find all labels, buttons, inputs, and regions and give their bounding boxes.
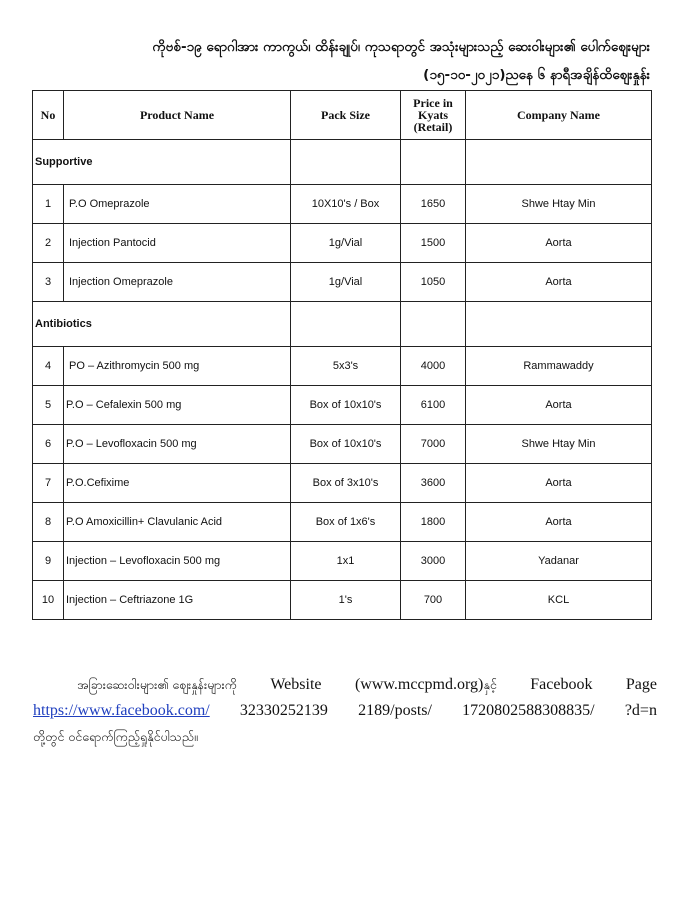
cell-company: Aorta [466, 224, 652, 263]
cell-product: P.O – Levofloxacin 500 mg [64, 425, 291, 464]
cell-company: Aorta [466, 503, 652, 542]
cell-pack: Box of 3x10's [291, 464, 401, 503]
cell-pack: Box of 10x10's [291, 386, 401, 425]
cell-product: Injection – Levofloxacin 500 mg [64, 542, 291, 581]
facebook-post-id: 1720802588308835/ [462, 702, 595, 719]
cell-pack: 10X10's / Box [291, 185, 401, 224]
cell-no: 2 [33, 224, 64, 263]
cell-no: 5 [33, 386, 64, 425]
category-row-antibiotics [33, 302, 652, 347]
footer-intro: အခြားဆေးဝါးများ၏ ဈေးနှုန်းများကို [77, 677, 237, 692]
column-header-company: Company Name [466, 91, 652, 140]
cell-price: 3000 [401, 542, 466, 581]
table-cell-empty [466, 302, 652, 347]
cell-price: 1050 [401, 263, 466, 302]
website-url[interactable] [355, 672, 497, 698]
table-row [33, 464, 652, 503]
table-row [33, 386, 652, 425]
cell-price: 4000 [401, 347, 466, 386]
cell-pack: 1g/Vial [291, 263, 401, 302]
cell-pack: 1g/Vial [291, 224, 401, 263]
table-row [33, 185, 652, 224]
cell-product: Injection Pantocid [64, 224, 291, 263]
price-table [32, 90, 652, 620]
footer-outro: တို့တွင် ဝင်ရောက်ကြည့်ရှုနိုင်ပါသည်။ [33, 729, 198, 744]
footer-line-2 [33, 698, 657, 724]
footer-line-1 [33, 672, 657, 698]
cell-company: Rammawaddy [466, 347, 652, 386]
cell-no: 7 [33, 464, 64, 503]
cell-no: 6 [33, 425, 64, 464]
cell-no: 4 [33, 347, 64, 386]
cell-no: 3 [33, 263, 64, 302]
website-label: Website [270, 676, 322, 693]
table-cell-empty [401, 140, 466, 185]
table-row [33, 503, 652, 542]
cell-product: Injection – Ceftriazone 1G [64, 581, 291, 620]
footer-note [33, 672, 657, 750]
footer-connector: နှင့် [483, 677, 497, 692]
document-subtitle-date: (၁၅-၁၀-၂၀၂၁)ညနေ ၆ နာရီအချိန်ထိဈေးနှုန်း [423, 67, 650, 83]
cell-no: 1 [33, 185, 64, 224]
cell-product: P.O – Cefalexin 500 mg [64, 386, 291, 425]
cell-product: P.O Amoxicillin+ Clavulanic Acid [64, 503, 291, 542]
column-header-price: Price in Kyats (Retail) [401, 91, 466, 140]
document-title: ကိုဗစ်-၁၉ ရောဂါအား ကာကွယ်၊ ထိန်းချုပ်၊ ကုသရာတွင် အသုံးများသည့် ဆေးဝါးများ၏ ပေါက်ဈေးများ [152, 39, 650, 55]
table-cell-empty [401, 302, 466, 347]
page-label: Page [625, 676, 657, 693]
cell-no: 10 [33, 581, 64, 620]
cell-no: 8 [33, 503, 64, 542]
cell-pack: Box of 10x10's [291, 425, 401, 464]
facebook-id: 32330252139 [239, 702, 328, 719]
cell-product: Injection Omeprazole [64, 263, 291, 302]
column-header-product: Product Name [64, 91, 291, 140]
facebook-link[interactable]: https://www.facebook.com/ [33, 702, 210, 719]
column-header-pack: Pack Size [291, 91, 401, 140]
table-row [33, 263, 652, 302]
table-row [33, 581, 652, 620]
cell-price: 1650 [401, 185, 466, 224]
cell-company: KCL [466, 581, 652, 620]
table-row [33, 347, 652, 386]
cell-company: Aorta [466, 464, 652, 503]
cell-product: PO – Azithromycin 500 mg [64, 347, 291, 386]
facebook-posts: 2189/posts/ [358, 702, 432, 719]
cell-company: Aorta [466, 386, 652, 425]
table-row [33, 542, 652, 581]
cell-price: 1800 [401, 503, 466, 542]
cell-price: 7000 [401, 425, 466, 464]
cell-pack: Box of 1x6's [291, 503, 401, 542]
cell-no: 9 [33, 542, 64, 581]
cell-company: Shwe Htay Min [466, 185, 652, 224]
cell-price: 1500 [401, 224, 466, 263]
category-label: Supportive [33, 140, 291, 185]
table-row [33, 224, 652, 263]
website-url-text[interactable]: (www.mccpmd.org) [354, 676, 484, 693]
facebook-label: Facebook [530, 676, 593, 693]
cell-price: 3600 [401, 464, 466, 503]
cell-product: P.O.Cefixime [64, 464, 291, 503]
cell-price: 6100 [401, 386, 466, 425]
table-cell-empty [291, 140, 401, 185]
category-label: Antibiotics [33, 302, 291, 347]
table-cell-empty [291, 302, 401, 347]
cell-pack: 1x1 [291, 542, 401, 581]
cell-company: Yadanar [466, 542, 652, 581]
table-header-row [33, 91, 652, 140]
cell-company: Aorta [466, 263, 652, 302]
category-row-supportive [33, 140, 652, 185]
cell-pack: 5x3's [291, 347, 401, 386]
cell-price: 700 [401, 581, 466, 620]
table-row [33, 425, 652, 464]
facebook-query: ?d=n [624, 702, 657, 719]
column-header-no: No [33, 91, 64, 140]
cell-company: Shwe Htay Min [466, 425, 652, 464]
cell-pack: 1's [291, 581, 401, 620]
table-cell-empty [466, 140, 652, 185]
cell-product: P.O Omeprazole [64, 185, 291, 224]
